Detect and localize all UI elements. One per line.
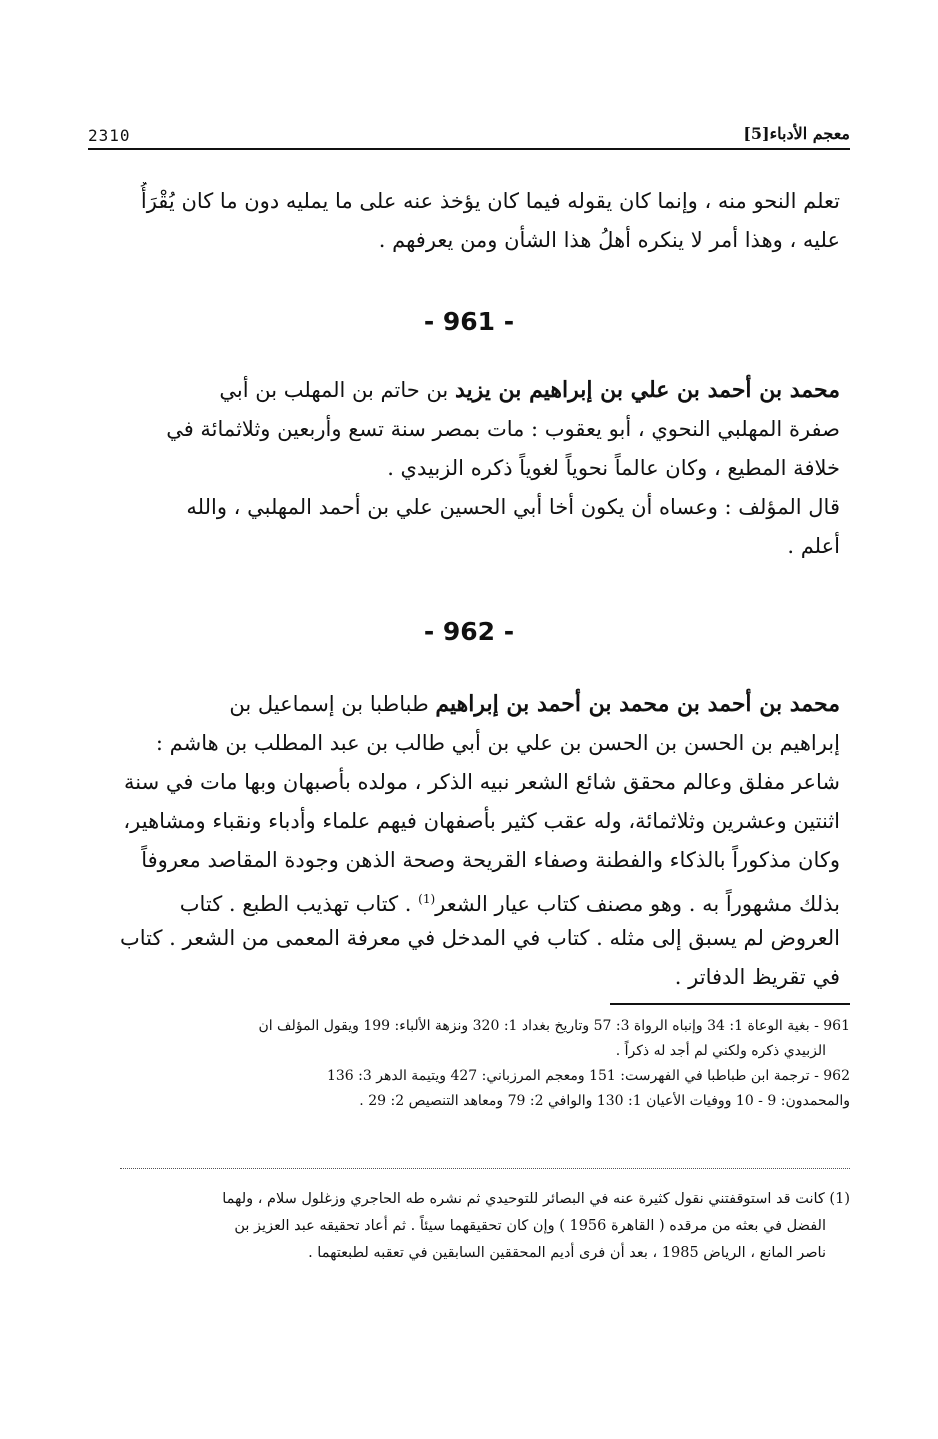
entry-962-line-4: اثنتين وعشرين وثلاثمائة، وله عقب كثير بأصفهان فيهم علماء وأدباء ونقباء ومشاهير، xyxy=(123,809,840,833)
entry-962-line-8: في تقريظ الدفاتر . xyxy=(674,965,840,989)
footnote-line-2: الفضل في بعثه من مرقده ( القاهرة 1956 ) وإن كان تحقيقهما سيئاً . ثم أعاد تحقيقه عبد العزيز بن xyxy=(234,1218,826,1234)
intro-line-1: تعلم النحو منه ، وإنما كان يقوله فيما كان يؤخذ عنه على ما يمليه دون ما كان يُقْرَأُ xyxy=(140,189,840,213)
entry-961-line-2: صفرة المهلبي النحوي ، أبو يعقوب : مات بمصر سنة تسع وأربعين وثلاثمائة في xyxy=(166,417,840,441)
entry-961-line-3: خلافة المطيع ، وكان عالماً نحوياً لغوياً ذكره الزبيدي . xyxy=(387,456,840,480)
page-header xyxy=(88,118,850,148)
entry-961-line-4: قال المؤلف : وعساه أن يكون أخا أبي الحسين علي بن أحمد المهلبي ، والله xyxy=(186,495,840,519)
entry-962-line-1-rest: طباطبا بن إسماعيل بن xyxy=(229,692,436,716)
notes-rule xyxy=(610,1003,850,1005)
entry-961-line-1 xyxy=(98,371,840,410)
entry-961-name: محمد بن أحمد بن علي بن إبراهيم بن يزيد xyxy=(454,377,840,403)
footnote-marker: (1) xyxy=(418,892,436,906)
entry-962-name: محمد بن أحمد بن محمد بن أحمد بن إبراهيم xyxy=(435,691,840,717)
running-title: معجم الأدباء[5] xyxy=(743,124,850,143)
entry-962-line-5: وكان مذكوراً بالذكاء والفطنة وصفاء القريحة وصحة الذهن وجودة المقاصد معروفاً xyxy=(141,848,840,872)
note-961-line-2: الزبيدي ذكره ولكني لم أجد له ذكراً . xyxy=(615,1043,826,1059)
entry-962-line-3: شاعر مفلق وعالم محقق شائع الشعر نبيه الذكر ، مولده بأصبهان وبها مات في سنة xyxy=(123,770,840,794)
header-rule xyxy=(88,148,850,150)
page-number: 2310 xyxy=(88,126,131,145)
note-962-line-2: والمحمدون: 9 - 10 ووفيات الأعيان 1: 130 والوافي 2: 79 ومعاهد التنصيص 2: 29 . xyxy=(359,1093,850,1109)
entry-961-line-5: أعلم . xyxy=(787,534,840,558)
footnotes xyxy=(100,1186,850,1267)
entry-962-line-6-b: . كتاب تهذيب الطبع . كتاب xyxy=(179,892,419,916)
main-text xyxy=(98,182,840,997)
entry-962-line-6-a: بذلك مشهوراً به . وهو مصنف كتاب عيار الشعر xyxy=(435,892,840,916)
intro-line-2: عليه ، وهذا أمر لا ينكره أهلُ هذا الشأن ومن يعرفهم . xyxy=(378,228,840,252)
note-961-line-1: 961 - بغية الوعاة 1: 34 وإنباه الرواة 3: 57 وتاريخ بغداد 1: 320 ونزهة الألباء: 199 ويقول المؤلف ان xyxy=(258,1018,850,1034)
entry-962-line-1 xyxy=(98,685,840,724)
entry-961-line-1-rest: بن حاتم بن المهلب بن أبي xyxy=(219,378,455,402)
source-notes xyxy=(100,1014,850,1114)
footnote-line-3: ناصر المانع ، الرياض 1985 ، بعد أن فرى أديم المحققين السابقين في تعقبه لطبعتهما . xyxy=(308,1245,826,1261)
note-962-line-1: 962 - ترجمة ابن طباطبا في الفهرست: 151 ومعجم المرزباني: 427 ويتيمة الدهر 3: 136 xyxy=(326,1068,850,1084)
entry-962-number: - 962 - xyxy=(423,617,515,646)
entry-962-line-2: إبراهيم بن الحسن بن الحسن بن علي بن أبي طالب بن عبد المطلب بن هاشم : xyxy=(155,731,840,755)
footnote-line-1: (1) كانت قد استوقفتني نقول كثيرة عنه في البصائر للتوحيدي ثم نشره طه الحاجري وزغلول سلام ، ولهما xyxy=(222,1191,850,1207)
dotted-separator xyxy=(120,1168,850,1169)
entry-962-line-6 xyxy=(98,880,840,919)
entry-961-number: - 961 - xyxy=(423,307,515,336)
entry-962-line-7: العروض لم يسبق إلى مثله . كتاب في المدخل في معرفة المعمى من الشعر . كتاب xyxy=(120,926,840,950)
